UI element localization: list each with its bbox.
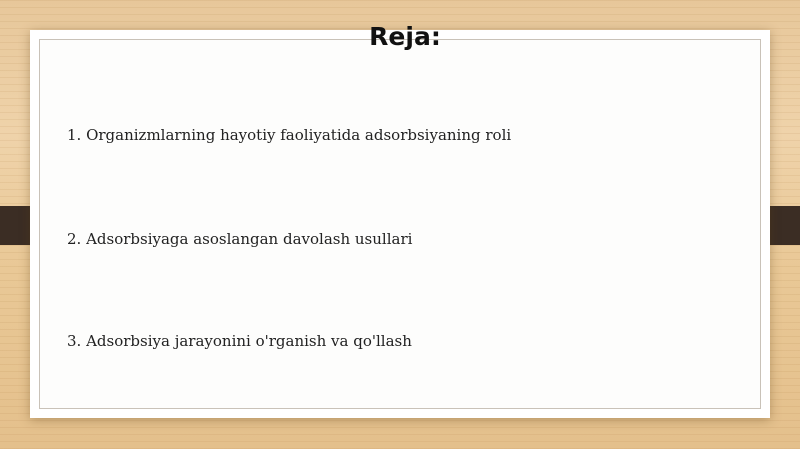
- slide-card: [30, 30, 770, 418]
- plan-item-3: 3. Adsorbsiya jarayonini o'rganish va qo'llash: [67, 332, 412, 350]
- slide-title: Reja:: [369, 22, 441, 51]
- plan-item-2: 2. Adsorbsiyaga asoslangan davolash usullari: [67, 230, 413, 248]
- slide-card-inner-border: [39, 39, 761, 409]
- plan-item-1: 1. Organizmlarning hayotiy faoliyatida adsorbsiyaning roli: [67, 126, 512, 144]
